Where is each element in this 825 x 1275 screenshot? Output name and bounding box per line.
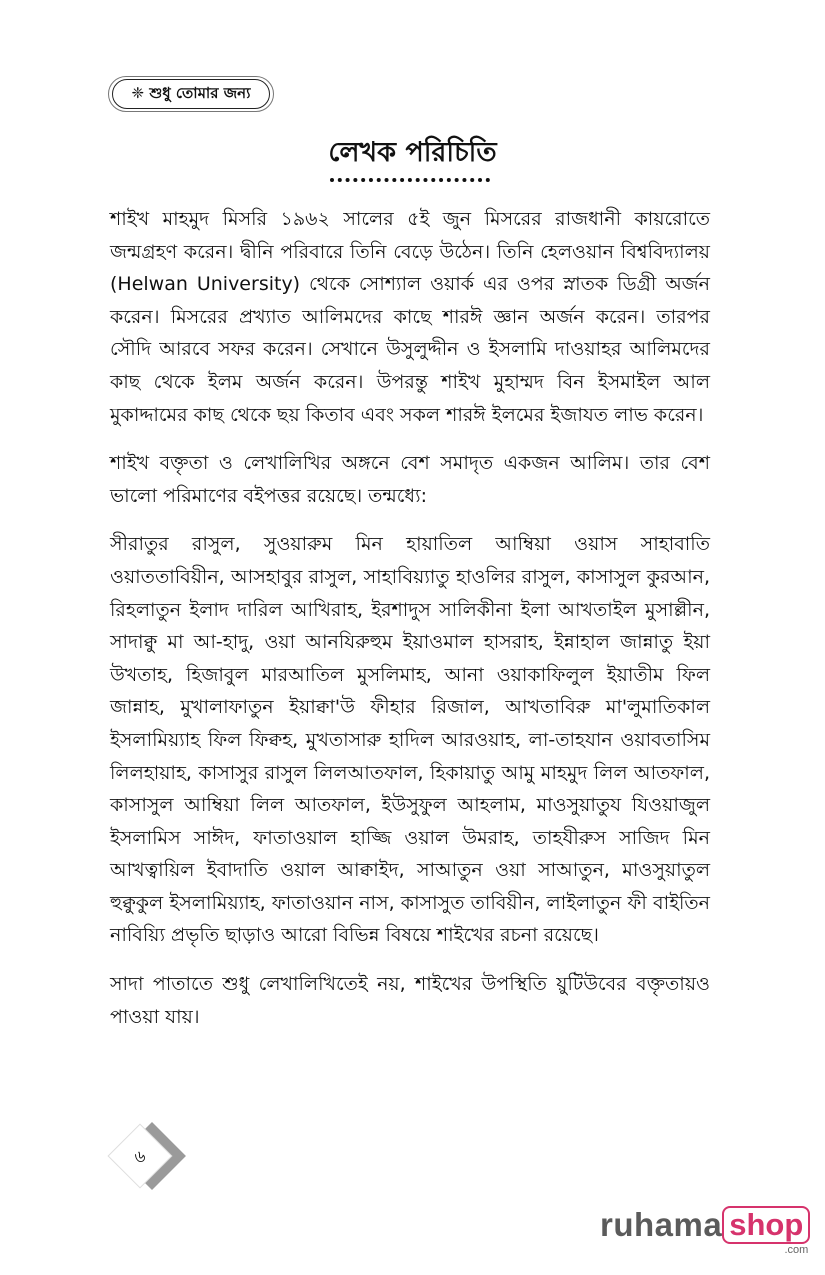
brand-logo-shop: shop: [722, 1206, 810, 1244]
paragraph-book-list: সীরাতুর রাসুল, সুওয়ারুম মিন হায়াতিল আম্বিয়া ওয়াস সাহাবাতি ওয়াততাবিয়ীন, আসহাবুর রাসুল, সাহাবিয়্যাতু হাওলির রাসুল, কাসাসুল কুরআন, রিহলাতুন ইলাদ দারিল আখিরাহ, ইরশাদুস সালিকীনা ইলা আখতাইল মুসাল্লীন, সাদাক্বু মা আ-হাদু, ওয়া আনযিরুহুম ইয়াওমাল হাসরাহ, ইন্নাহাল জান্নাতু ইয়া উখতাহ, হিজাবুল মারআতিল মুসলিমাহ, আনা ওয়াকাফিলুল ইয়াতীম ফিল জান্নাহ, মুখালাফাতুন ইয়াক্বা'উ ফীহার রিজাল, আখতাবিরু মা'লুমাতিকাল ইসলামিয়্যাহ ফিল ফিক্বহ, মুখতাসারু হাদিল আরওয়াহ, লা-তাহযান ওয়াবতাসিম লিলহায়াহ, কাসাসুর রাসুল লিলআতফাল, হিকায়াতু আমু মাহমুদ লিল আতফাল, কাসাসুল আম্বিয়া লিল আতফাল, ইউসুফুল আহলাম, মাওসুয়াতুয যিওয়াজুল ইসলামিস সাঈদ, ফাতাওয়াল হাজ্জি ওয়াল উমরাহ, তাহযীরুস সাজিদ মিন আখত্বায়িল ইবাদাতি ওয়াল আক্বাইদ, সাআতুন ওয়া সাআতুন, মাওসুয়াতুল হুক্বুকুল ইসলামিয়্যাহ, ফাতাওয়ান নাস, কাসাসুত তাবিয়ীন, লাইলাতুন ফী বাইতিন নাবিয়্যি প্রভৃতি ছাড়াও আরো বিভিন্ন বিষয়ে শাইখের রচনা রয়েছে।: [110, 533, 710, 947]
brand-logo-dotcom: .com: [784, 1244, 809, 1256]
brand-logo-shop-group: [722, 1205, 810, 1256]
section-badge-label: ❈ শুধু তোমার জন্য: [131, 83, 251, 102]
paragraph-youtube: সাদা পাতাতে শুধু লেখালিখিতেই নয়, শাইখের উপস্থিতি য়ুটিউবের বক্তৃতায়ও পাওয়া যায়।: [110, 973, 710, 1028]
brand-logo: [600, 1205, 810, 1256]
paragraph-early-life: শাইখ মাহমুদ মিসরি ১৯৬২ সালের ৫ই জুন মিসরের রাজধানী কায়রোতে জন্মগ্রহণ করেন। দ্বীনি পরিবারে তিনি বেড়ে উঠেন। তিনি হেলওয়ান বিশ্ববিদ্যালয় (Helwan University) থেকে সোশ্যাল ওয়ার্ক এর ওপর স্নাতক ডিগ্রী অর্জন করেন। মিসরের প্রখ্যাত আলিমদের কাছে শারঈ জ্ঞান অর্জন করেন। তারপর সৌদি আরবে সফর করেন। সেখানে উসুলুদ্দীন ও ইসলামি দাওয়াহর আলিমদের কাছ থেকে ইলম অর্জন করেন। উপরন্তু শাইখ মুহাম্মদ বিন ইসমাইল আল মুকাদ্দামের কাছ থেকে ছয় কিতাব এবং সকল শারঈ ইলমের ইজাযত লাভ করেন।: [110, 208, 710, 426]
paragraph-writing-intro: শাইখ বক্তৃতা ও লেখালিখির অঙ্গনে বেশ সমাদৃত একজন আলিম। তার বেশ ভালো পরিমাণের বইপত্তর রয়েছে। তন্মধ্যে:: [110, 452, 710, 507]
biography-content: [110, 203, 710, 1049]
section-badge: [112, 79, 270, 109]
brand-logo-ruhama: ruhama: [600, 1206, 723, 1243]
page-title: লেখক পরিচিতি: [328, 137, 497, 168]
title-dotted-divider: [330, 178, 490, 182]
page-number-badge: [114, 1124, 188, 1198]
page-number: ৬: [134, 1147, 146, 1167]
